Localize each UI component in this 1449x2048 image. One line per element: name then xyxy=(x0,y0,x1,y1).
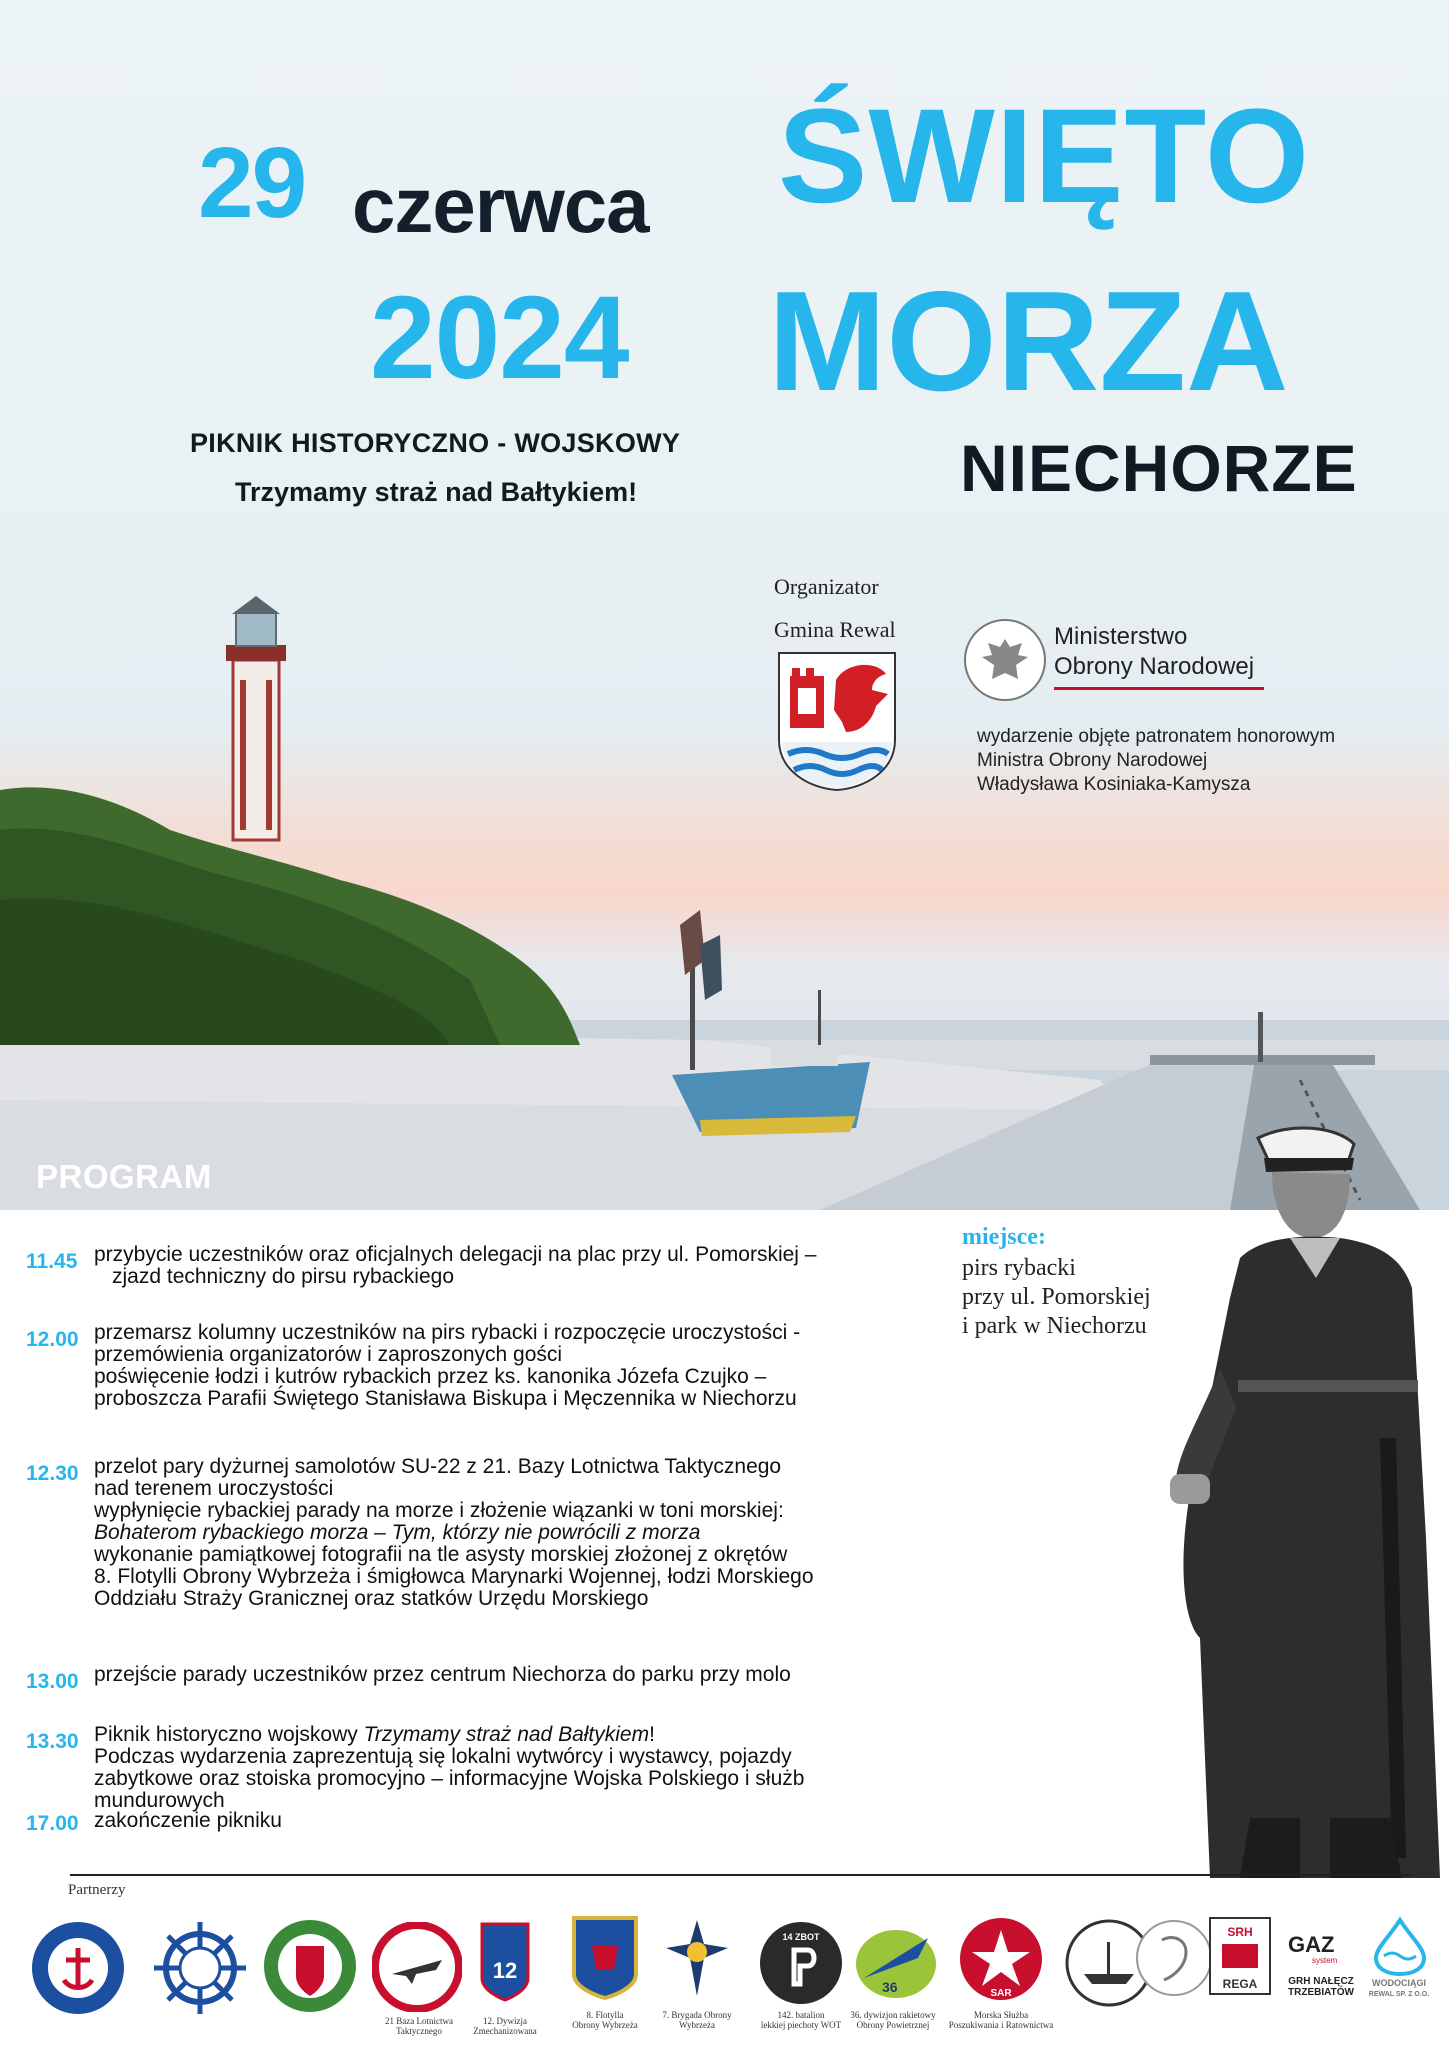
partners-heading: Partnerzy xyxy=(68,1882,126,1898)
partner-caption: 7. Brygada Obrony Wybrzeża xyxy=(662,2010,732,2030)
coastal-defence-brigade-7-logo-icon xyxy=(664,1918,730,1998)
honorary-patronage-note: wydarzenie objęte patronatem honorowym Ministra Obrony Narodowej Władysława Kosiniaka-Kamysza xyxy=(977,726,1336,795)
svg-text:SRH: SRH xyxy=(1227,1925,1253,1939)
date-day: 29 xyxy=(198,127,306,239)
ministry-of-defence-eagle-icon xyxy=(962,617,1048,703)
program-time: 13.30 xyxy=(26,1730,79,1753)
event-slogan: Trzymamy straż nad Bałtykiem! xyxy=(235,477,638,507)
venue-label: miejsce: xyxy=(962,1224,1046,1250)
water-utility-drop-logo-icon xyxy=(1370,1916,1430,1976)
event-title-line1: ŚWIĘTO xyxy=(778,82,1311,231)
grh-nalecz-wordmark: GRH NAŁĘCZ TRZEBIATÓW xyxy=(1288,1976,1354,1998)
partner-caption: 36. dywizjon rakietowy Obrony Powietrznej xyxy=(850,2010,936,2030)
coastal-defence-flotilla-8-logo-icon xyxy=(572,1916,638,2000)
program-time: 13.00 xyxy=(26,1670,79,1693)
organizer-label: Organizator xyxy=(774,574,879,599)
territorial-defence-battalion-logo-icon xyxy=(758,1920,844,2006)
partners-divider xyxy=(70,1874,1410,1876)
partner-caption: 21 Baza Lotnictwa Taktycznego xyxy=(385,2016,453,2036)
partner-caption: 8. Flotylla Obrony Wybrzeża xyxy=(572,2010,638,2030)
sailor-figure-photo xyxy=(1140,1118,1440,1888)
organizer-name: Gmina Rewal xyxy=(774,617,896,642)
event-subtitle: PIKNIK HISTORYCZNO - WOJSKOWY xyxy=(190,428,681,458)
date-year: 2024 xyxy=(370,272,629,404)
program-time: 17.00 xyxy=(26,1812,79,1835)
date-month: czerwca xyxy=(352,161,649,249)
partner-caption: 142. batalion lekkiej piechoty WOT xyxy=(760,2010,842,2030)
ship-wheel-logo-icon xyxy=(152,1920,248,2016)
gmina-rewal-coat-of-arms-icon xyxy=(776,650,898,792)
partner-caption: Morska Służba Poszukiwania i Ratownictwa xyxy=(948,2010,1054,2030)
ministry-name: Ministerstwo Obrony Narodowej xyxy=(1054,623,1255,680)
association-seal-logo-icon xyxy=(1134,1918,1214,1998)
venue-description: pirs rybacki przy ul. Pomorskiej i park w Niechorzu xyxy=(962,1255,1151,1339)
svg-text:14 ZBOT: 14 ZBOT xyxy=(782,1932,820,1942)
svg-text:36: 36 xyxy=(882,1979,898,1995)
program-time: 11.45 xyxy=(26,1250,78,1273)
ministry-red-rule xyxy=(1054,687,1264,690)
srh-rega-logo-icon xyxy=(1208,1916,1272,1996)
svg-text:SAR: SAR xyxy=(990,1988,1012,1999)
gaz-system-logo-icon xyxy=(1286,1930,1362,1966)
lighthouse xyxy=(226,596,286,840)
partner-caption: 12. Dywizja Zmechanizowana xyxy=(473,2016,537,2036)
event-title-line2: MORZA xyxy=(768,262,1289,421)
program-time: 12.00 xyxy=(26,1328,79,1351)
program-time: 12.30 xyxy=(26,1462,79,1485)
program-heading: PROGRAM xyxy=(36,1158,212,1195)
air-base-21-logo-icon xyxy=(372,1922,462,2012)
air-defence-missile-squadron-logo-icon xyxy=(854,1918,938,2002)
svg-text:GAZ: GAZ xyxy=(1288,1932,1335,1957)
event-location: NIECHORZE xyxy=(960,431,1358,505)
sar-rescue-logo-icon xyxy=(958,1916,1044,2002)
mechanized-division-12-logo-icon xyxy=(480,1922,530,2002)
maritime-office-szczecin-logo-icon xyxy=(30,1920,126,2016)
wodociagi-rewal-wordmark: WODOCIĄGI REWAL SP. Z O.O. xyxy=(1368,1978,1430,1998)
border-guard-sea-unit-logo-icon xyxy=(262,1916,358,2020)
svg-text:system: system xyxy=(1312,1956,1338,1965)
svg-text:12: 12 xyxy=(492,1958,518,1983)
svg-text:REGA: REGA xyxy=(1222,1977,1258,1991)
